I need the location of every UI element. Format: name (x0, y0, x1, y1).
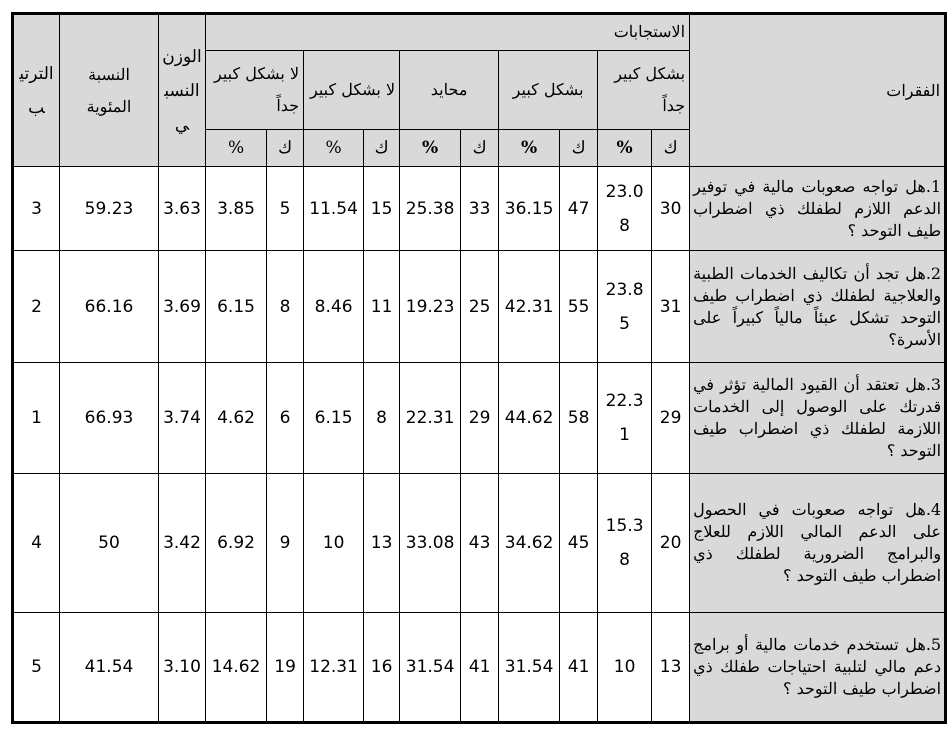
k-label: ك (560, 130, 598, 167)
item-text: 2.هل تجد أن تكاليف الخدمات الطبية والعلاجية لطفلك ذي اضطراب طيف التوحد تشكل عبئاً مالياً كبيراً على الأسرة؟ (690, 250, 946, 362)
percent-cell: 36.15 (499, 167, 560, 251)
percent-weight-header: النسبة المئوية (60, 14, 159, 167)
count-cell: 33 (461, 167, 499, 251)
count-cell: 29 (652, 363, 690, 473)
rank-cell: 2 (13, 250, 60, 362)
percent-cell: 12.31 (304, 612, 364, 722)
percent-cell: 19.23 (400, 250, 461, 362)
percent-cell: 33.08 (400, 473, 461, 612)
k-label: ك (364, 130, 400, 167)
percent-cell: 31.54 (499, 612, 560, 722)
count-cell: 45 (560, 473, 598, 612)
count-cell: 25 (461, 250, 499, 362)
count-cell: 11 (364, 250, 400, 362)
count-cell: 29 (461, 363, 499, 473)
percent-weight-cell: 50 (60, 473, 159, 612)
percent-cell: 4.62 (206, 363, 267, 473)
rank-cell: 1 (13, 363, 60, 473)
count-cell: 41 (461, 612, 499, 722)
option-header-very-high: بشكل كبير جداً (598, 50, 690, 130)
item-text: 5.هل تستخدم خدمات مالية أو برامج دعم مالي لتلبية احتياجات طفلك ذي اضطراب طيف التوحد ؟ (690, 612, 946, 722)
items-header: الفقرات (690, 14, 946, 167)
table-row (13, 250, 946, 362)
percent-cell: 23.08 (598, 167, 652, 251)
count-cell: 19 (267, 612, 304, 722)
count-cell: 30 (652, 167, 690, 251)
count-cell: 20 (652, 473, 690, 612)
percent-weight-cell: 59.23 (60, 167, 159, 251)
count-cell: 6 (267, 363, 304, 473)
count-cell: 9 (267, 473, 304, 612)
count-cell: 15 (364, 167, 400, 251)
pct-label: % (499, 130, 560, 167)
percent-cell: 11.54 (304, 167, 364, 251)
table-caption (0, 0, 950, 6)
percent-cell: 22.31 (400, 363, 461, 473)
count-cell: 55 (560, 250, 598, 362)
percent-cell: 8.46 (304, 250, 364, 362)
rank-cell: 4 (13, 473, 60, 612)
count-cell: 41 (560, 612, 598, 722)
table-row (13, 363, 946, 473)
option-header-neutral: محايد (400, 50, 499, 130)
pct-label: % (598, 130, 652, 167)
k-label: ك (652, 130, 690, 167)
responses-header: الاستجابات (206, 14, 690, 51)
count-cell: 16 (364, 612, 400, 722)
k-label: ك (267, 130, 304, 167)
table-row (13, 473, 946, 612)
count-cell: 13 (652, 612, 690, 722)
weight-cell: 3.63 (159, 167, 206, 251)
pct-label: % (206, 130, 267, 167)
percent-cell: 3.85 (206, 167, 267, 251)
pct-label: % (304, 130, 364, 167)
percent-weight-cell: 66.16 (60, 250, 159, 362)
count-cell: 13 (364, 473, 400, 612)
percent-cell: 6.15 (206, 250, 267, 362)
percent-cell: 31.54 (400, 612, 461, 722)
weight-cell: 3.69 (159, 250, 206, 362)
weight-cell: 3.74 (159, 363, 206, 473)
percent-cell: 44.62 (499, 363, 560, 473)
count-cell: 58 (560, 363, 598, 473)
percent-cell: 6.15 (304, 363, 364, 473)
percent-weight-cell: 66.93 (60, 363, 159, 473)
table-row (13, 167, 946, 251)
percent-cell: 6.92 (206, 473, 267, 612)
k-label: ك (461, 130, 499, 167)
weight-cell: 3.10 (159, 612, 206, 722)
percent-weight-cell: 41.54 (60, 612, 159, 722)
weight-header: الوزن النسبي (159, 14, 206, 167)
percent-cell: 42.31 (499, 250, 560, 362)
percent-cell: 10 (598, 612, 652, 722)
rank-cell: 5 (13, 612, 60, 722)
count-cell: 5 (267, 167, 304, 251)
count-cell: 8 (364, 363, 400, 473)
pct-label: % (400, 130, 461, 167)
count-cell: 43 (461, 473, 499, 612)
percent-cell: 15.38 (598, 473, 652, 612)
count-cell: 8 (267, 250, 304, 362)
weight-cell: 3.42 (159, 473, 206, 612)
percent-cell: 25.38 (400, 167, 461, 251)
percent-cell: 14.62 (206, 612, 267, 722)
percent-cell: 34.62 (499, 473, 560, 612)
count-cell: 47 (560, 167, 598, 251)
item-text: 1.هل تواجه صعوبات مالية في توفير الدعم اللازم لطفلك ذي اضطراب طيف التوحد ؟ (690, 167, 946, 251)
item-text: 3.هل تعتقد أن القيود المالية تؤثر في قدرتك على الوصول إلى الخدمات اللازمة لطفلك ذي اضطراب طيف التوحد ؟ (690, 363, 946, 473)
percent-cell: 10 (304, 473, 364, 612)
rank-header: الترتيب (13, 14, 60, 167)
percent-cell: 22.31 (598, 363, 652, 473)
rank-cell: 3 (13, 167, 60, 251)
percent-cell: 23.85 (598, 250, 652, 362)
option-header-not-very-high: لا بشكل كبير جداً (206, 50, 304, 130)
table-row (13, 612, 946, 722)
count-cell: 31 (652, 250, 690, 362)
option-header-not-high: لا بشكل كبير (304, 50, 400, 130)
option-header-high: بشكل كبير (499, 50, 598, 130)
results-table (11, 12, 947, 724)
item-text: 4.هل تواجه صعوبات في الحصول على الدعم المالي اللازم للعلاج والبرامج الضرورية لطفلك ذي اضطراب طيف التوحد ؟ (690, 473, 946, 612)
